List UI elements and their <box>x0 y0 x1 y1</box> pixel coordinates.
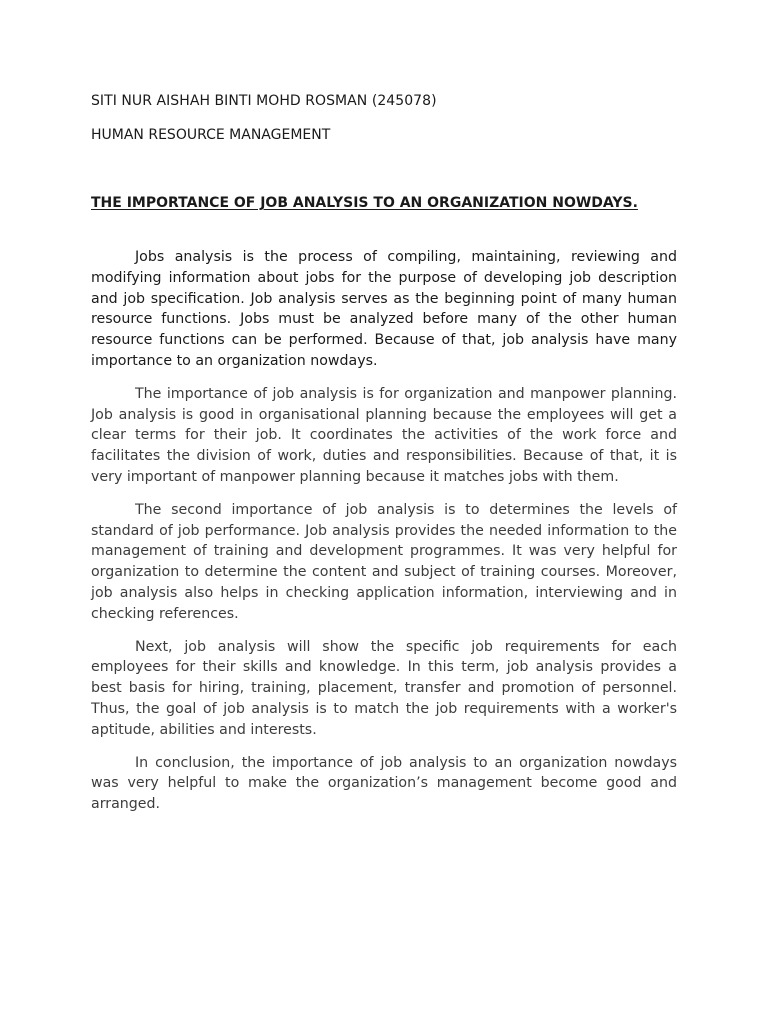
paragraph-intro: Jobs analysis is the process of compiling, maintaining, reviewing and modifying information about jobs for the purpose of developing job description and job specification. Job analysis serves as the beginning point of many human resource functions. Jobs must be analyzed before many of the other human resource functions can be performed. Because of that, job analysis have many importance to an organization nowdays. <box>91 249 677 369</box>
essay-body <box>91 247 677 827</box>
paragraph-manpower-planning: The importance of job analysis is for organization and manpower planning. Job analysis is good in organisational planning because the employees will get a clear terms for their job. It coordinates the activities of the work force and facilitates the division of work, duties and responsibilities. Because of that, it is very important of manpower planning because it matches jobs with them. <box>91 385 677 485</box>
essay-title: THE IMPORTANCE OF JOB ANALYSIS TO AN ORGANIZATION NOWDAYS. <box>91 195 638 211</box>
paragraph-conclusion: In conclusion, the importance of job analysis to an organization nowdays was very helpful to make the organization’s management become good and arranged. <box>91 754 677 813</box>
course-name: HUMAN RESOURCE MANAGEMENT <box>91 127 331 143</box>
author-line: SITI NUR AISHAH BINTI MOHD ROSMAN (245078) <box>91 93 437 109</box>
paragraph-performance-standards: The second importance of job analysis is to determines the levels of standard of job performance. Job analysis provides the needed information to the management of training and development programmes. It was very helpful for organization to determine the content and subject of training courses. Moreover, job analysis also helps in checking application information, interviewing and in checking references. <box>91 501 677 622</box>
paragraph-job-requirements: Next, job analysis will show the specific job requirements for each employees for their skills and knowledge. In this term, job analysis provides a best basis for hiring, training, placement, transfer and promotion of personnel. Thus, the goal of job analysis is to match the job requirements with a worker's aptitude, abilities and interests. <box>91 638 677 738</box>
